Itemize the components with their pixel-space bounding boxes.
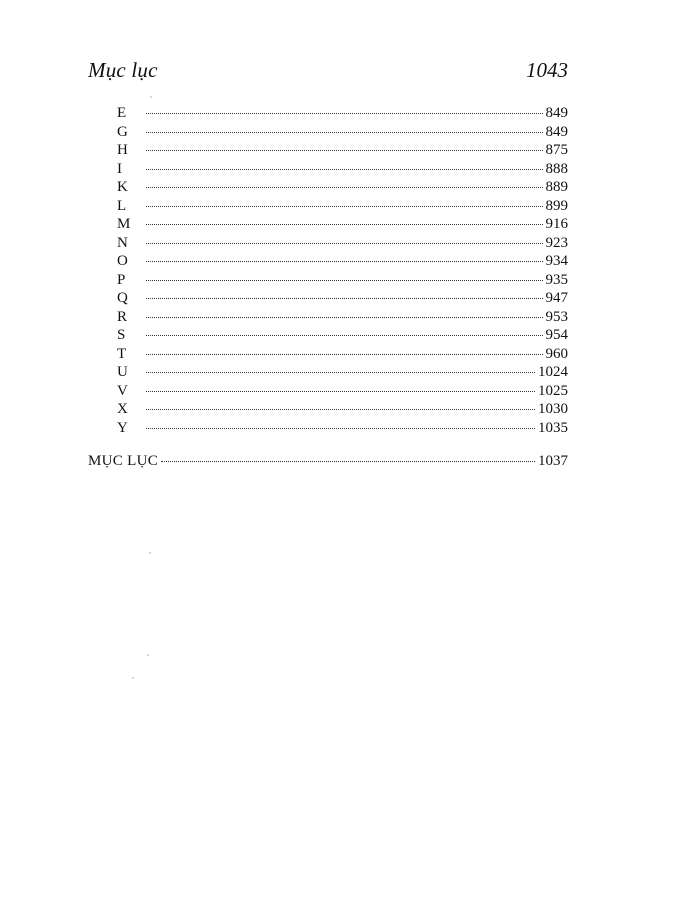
dot-leader [146, 179, 543, 188]
toc-entry-letter: Q [117, 290, 128, 306]
toc-entry-letter: X [117, 401, 128, 417]
toc-entry-page: 1025 [538, 382, 568, 399]
toc-entry-page: 849 [545, 105, 568, 121]
dot-leader [146, 161, 543, 170]
toc-entry [117, 326, 568, 345]
toc-entry-page: 1035 [538, 419, 568, 436]
toc-entry-page: 875 [545, 142, 568, 158]
toc-entry [117, 419, 568, 438]
toc-entry-letter: Y [117, 419, 128, 436]
toc-entry [117, 382, 568, 401]
toc-entry-page: 888 [545, 160, 568, 177]
toc-entry-page: 960 [545, 345, 568, 362]
toc-entry-letter: G [117, 123, 128, 140]
toc-entry [117, 308, 568, 327]
dot-leader [146, 105, 543, 114]
toc-entry [117, 234, 568, 253]
toc-entry-page: 923 [545, 234, 568, 251]
toc-entry [117, 123, 568, 142]
toc-entry-page: 954 [545, 327, 568, 343]
dot-leader [146, 272, 543, 281]
toc-entry-letter: P [117, 271, 126, 288]
dot-leader [146, 383, 535, 392]
dot-leader [146, 420, 535, 429]
toc-final-entry [88, 452, 568, 471]
toc-entry-letter: O [117, 253, 128, 269]
dot-leader [146, 253, 543, 262]
page-number: 1043 [526, 58, 568, 82]
dot-leader [146, 327, 543, 336]
toc-entry-page: 889 [545, 179, 568, 195]
dot-leader [146, 142, 543, 151]
dot-leader [146, 346, 543, 355]
scan-speck [149, 552, 151, 554]
toc-entry-letter: E [117, 105, 127, 121]
dot-leader [161, 453, 535, 462]
toc-entry-page: 1030 [538, 401, 568, 417]
scan-speck [132, 677, 134, 679]
scan-speck [147, 654, 149, 656]
toc-entry [117, 252, 568, 271]
toc-entry-letter: H [117, 142, 128, 158]
toc-entry-letter: N [117, 234, 128, 251]
toc-entry [117, 289, 568, 308]
toc-entry-letter: L [117, 197, 127, 214]
toc-entry-letter: R [117, 308, 128, 325]
toc-entry [117, 160, 568, 179]
dot-leader [146, 401, 535, 410]
toc-entry [117, 400, 568, 419]
toc-entry-page: 935 [545, 271, 568, 288]
toc-entry-page: 934 [545, 253, 568, 269]
dot-leader [146, 309, 543, 318]
toc-entry-letter: S [117, 327, 126, 343]
toc-entry-letter: K [117, 179, 128, 195]
toc-entry [117, 363, 568, 382]
page-header [88, 58, 568, 86]
scan-speck [150, 96, 152, 98]
dot-leader [146, 235, 543, 244]
toc-entry [117, 197, 568, 216]
dot-leader [146, 290, 543, 299]
toc-entry-letter: M [117, 216, 131, 232]
toc-entry-letter: I [117, 160, 122, 177]
toc-entry [117, 178, 568, 197]
toc-entry-page: 953 [545, 308, 568, 325]
toc-entry-page: 1024 [538, 364, 568, 380]
toc-final-label: MỤC LỤC [88, 453, 159, 469]
dot-leader [146, 216, 543, 225]
running-title: Mục lục [88, 58, 158, 82]
toc-entry [117, 104, 568, 123]
toc-entry [117, 141, 568, 160]
toc-final-page: 1037 [538, 453, 568, 469]
toc-entry-page: 849 [545, 123, 568, 140]
toc-entry [117, 215, 568, 234]
toc-entry-page: 916 [545, 216, 568, 232]
toc-entry-letter: V [117, 382, 128, 399]
dot-leader [146, 198, 543, 207]
toc-entry [117, 345, 568, 364]
toc-entry-page: 899 [545, 197, 568, 214]
table-of-contents [117, 104, 568, 437]
toc-entry-letter: U [117, 364, 128, 380]
toc-entry-page: 947 [545, 290, 568, 306]
dot-leader [146, 124, 543, 133]
dot-leader [146, 364, 535, 373]
toc-entry [117, 271, 568, 290]
toc-entry-letter: T [117, 345, 127, 362]
